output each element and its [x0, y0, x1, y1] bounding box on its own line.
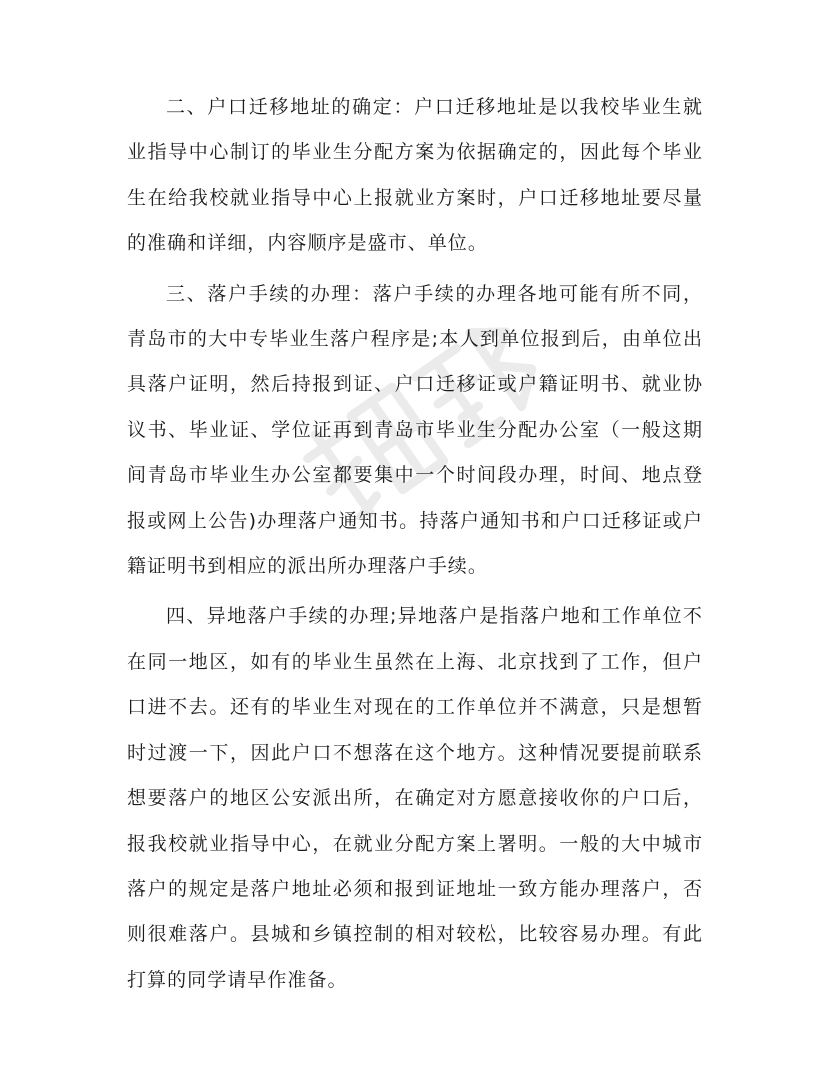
paragraph-household-address: 二、户口迁移地址的确定：户口迁移地址是以我校毕业生就业指导中心制订的毕业生分配方案为依据确定的，因此每个毕业生在给我校就业指导中心上报就业方案时，户口迁移地址要尽量的准确和详细，内容顺序是盛市、单位。 [127, 96, 703, 255]
paragraph-remote-settlement: 四、异地落户手续的办理;异地落户是指落户地和工作单位不在同一地区，如有的毕业生虽然在上海、北京找到了工作，但户口进不去。还有的毕业生对现在的工作单位并不满意，只是想暂时过渡一下，因此户口不想落在这个地方。这种情况要提前联系想要落户的地区公安派出所，在确定对方愿意接收你的户口后，报我校就业指导中心，在就业分配方案上署明。一般的大中城市落户的规定是落户地址必须和报到证地址一致方能办理落户，否则很难落户。县城和乡镇控制的相对较松，比较容易办理。有此打算的同学请早作准备。 [127, 605, 703, 991]
document-body [127, 85, 703, 1008]
paragraph-settlement-procedure: 三、落户手续的办理：落户手续的办理各地可能有所不同，青岛市的大中专毕业生落户程序是;本人到单位报到后，由单位出具落户证明，然后持报到证、户口迁移证或户籍证明书、就业协议书、毕业证、学位证再到青岛市毕业生分配办公室（一般这期间青岛市毕业生办公室都要集中一个时间段办理，时间、地点登报或网上公告)办理落户通知书。持落户通知书和户口迁移证或户籍证明书到相应的派出所办理落户手续。 [127, 282, 703, 578]
